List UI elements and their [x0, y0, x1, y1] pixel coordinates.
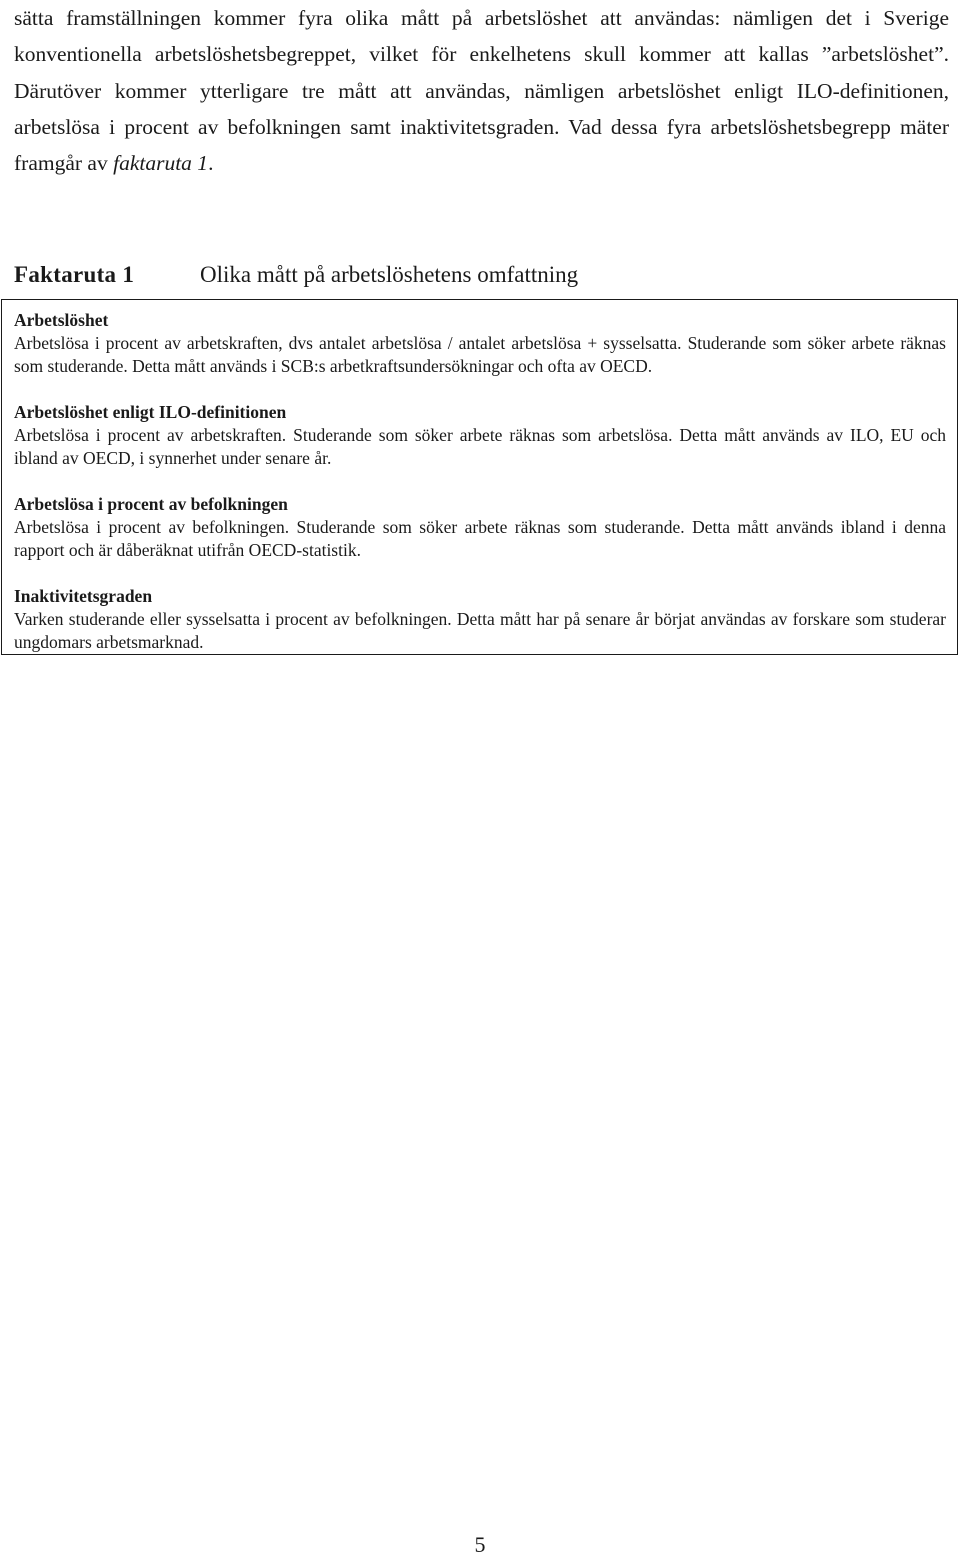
entry-term: Arbetslöshet — [14, 310, 109, 330]
factbox — [1, 299, 958, 655]
factbox-heading: Olika mått på arbetslöshetens omfattning — [200, 262, 579, 287]
factbox-entry — [14, 309, 946, 378]
factbox-entry — [14, 493, 946, 562]
entry-term: Arbetslösa i procent av befolkningen — [14, 494, 288, 514]
factbox-label: Faktaruta 1 — [14, 262, 135, 287]
intro-text-end: . — [208, 151, 214, 176]
page-number: 5 — [474, 1532, 486, 1557]
entry-definition: Arbetslösa i procent av befolkningen. Studerande som söker arbete räknas som studerande. Detta mått används ibland i denna rapport och är dåberäknat utifrån OECD-statistik. — [14, 517, 946, 560]
factbox-entry — [14, 401, 946, 470]
intro-text: sätta framställningen kommer fyra olika mått på arbetslöshet att användas: nämligen det i Sverige konventionella arbetslöshetsbegreppet, vilket för enkelhetens skull kommer att kallas ”arbetslöshet”. Därutöver kommer ytterligare tre mått att användas, nämligen arbetslöshet enligt ILO-definitionen, arbetslösa i procent av befolkningen samt inaktivitetsgraden. Vad dessa fyra arbetslöshetsbegrepp mäter framgår av — [14, 6, 949, 176]
factbox-title-row — [14, 262, 949, 296]
factbox-reference: faktaruta 1 — [113, 151, 209, 176]
entry-term: Arbetslöshet enligt ILO-definitionen — [14, 402, 287, 422]
factbox-entry — [14, 585, 946, 654]
entry-term: Inaktivitetsgraden — [14, 586, 153, 606]
entry-definition: Arbetslösa i procent av arbetskraften, dvs antalet arbetslösa / antalet arbetslösa + sysselsatta. Studerande som söker arbete räknas som studerande. Detta mått används i SCB:s arbetkraftsundersökningar och ofta av OECD. — [14, 333, 946, 376]
entry-definition: Varken studerande eller sysselsatta i procent av befolkningen. Detta mått har på senare år börjat användas av forskare som studerar ungdomars arbetsmarknad. — [14, 609, 946, 652]
entry-definition: Arbetslösa i procent av arbetskraften. Studerande som söker arbete räknas som arbetslösa. Detta mått används av ILO, EU och ibland av OECD, i synnerhet under senare år. — [14, 425, 946, 468]
intro-paragraph — [14, 0, 949, 181]
